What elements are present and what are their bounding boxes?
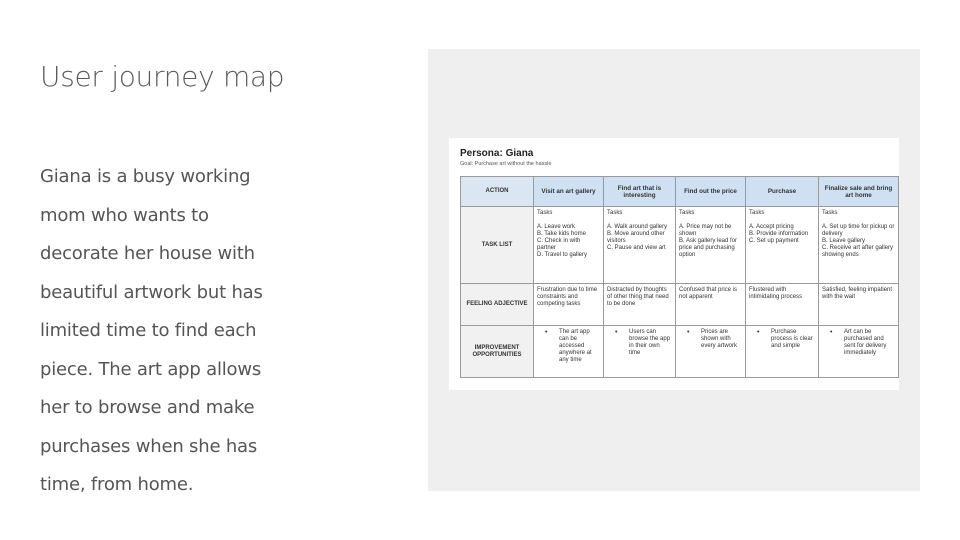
task-list: A. Price may not be shown B. Ask gallery lead for price and purchasing option xyxy=(679,224,738,258)
stage-header: Find out the price xyxy=(676,177,746,207)
slide-title: User journey map xyxy=(40,60,285,93)
tasks-heading: Tasks xyxy=(537,210,553,216)
improvement-item: • The art app can be accessed anywhere at any time xyxy=(545,329,600,364)
task-list: A. Accept pricing B. Provide information C. Set up payment xyxy=(749,224,809,244)
task-cell xyxy=(819,207,899,284)
feeling-row xyxy=(461,284,899,326)
improvement-cell xyxy=(604,326,676,378)
journey-table xyxy=(460,176,899,378)
improvement-item: • Users can browse the app in their own time xyxy=(615,329,672,357)
slide-body-text: Giana is a busy working mom who wants to decorate her house with beautiful artwork but has limited time to find each piece. The art app allows her to browse and make purchases when she has time, from home. xyxy=(40,166,263,495)
tasks-heading: Tasks xyxy=(749,210,765,216)
task-label: TASK LIST xyxy=(461,207,534,284)
task-list: A. Leave work B. Take kids home C. Check in with partner D. Travel to gallery xyxy=(537,224,588,258)
improvement-cell xyxy=(676,326,746,378)
tasks-heading: Tasks xyxy=(607,210,623,216)
persona-title: Persona: Giana xyxy=(460,148,534,159)
task-cell xyxy=(534,207,604,284)
feeling-cell: Satisfied, feeling impatient with the wait xyxy=(819,284,899,326)
task-cell xyxy=(604,207,676,284)
stage-header: Purchase xyxy=(746,177,819,207)
task-list: A. Set up time for pickup or delivery B. Leave gallery C. Receive art after gallery showing ends xyxy=(822,224,895,258)
task-list: A. Walk around gallery B. Move around other visitors C. Pause and view art xyxy=(607,224,668,251)
improvement-item: • Art can be purchased and sent for delivery immediately xyxy=(830,329,895,357)
task-cell xyxy=(746,207,819,284)
stage-header: Finalize sale and bring art home xyxy=(819,177,899,207)
tasks-heading: Tasks xyxy=(679,210,695,216)
feeling-cell: Distracted by thoughts of other thing that need to be done xyxy=(604,284,676,326)
improvement-item: • Prices are shown with every artwork xyxy=(687,329,742,350)
journey-map-card xyxy=(449,138,899,390)
improvement-item: • Purchase process is clear and simple xyxy=(757,329,815,350)
feeling-cell: Confused that price is not apparent xyxy=(676,284,746,326)
feeling-label: FEELING ADJECTIVE xyxy=(461,284,534,326)
improvement-cell xyxy=(819,326,899,378)
improvement-cell xyxy=(534,326,604,378)
action-label: ACTION xyxy=(461,177,534,207)
tasks-heading: Tasks xyxy=(822,210,838,216)
action-row xyxy=(461,177,899,207)
task-row xyxy=(461,207,899,284)
stage-header: Find art that is interesting xyxy=(604,177,676,207)
improvement-label: IMPROVEMENT OPPORTUNITIES xyxy=(461,326,534,378)
improvement-cell xyxy=(746,326,819,378)
feeling-cell: Frustration due to time constraints and competing tasks xyxy=(534,284,604,326)
task-cell xyxy=(676,207,746,284)
persona-goal: Goal: Purchase art without the hassle xyxy=(460,161,552,167)
feeling-cell: Flustered with intimidating process xyxy=(746,284,819,326)
improvement-row xyxy=(461,326,899,378)
stage-header: Visit an art gallery xyxy=(534,177,604,207)
